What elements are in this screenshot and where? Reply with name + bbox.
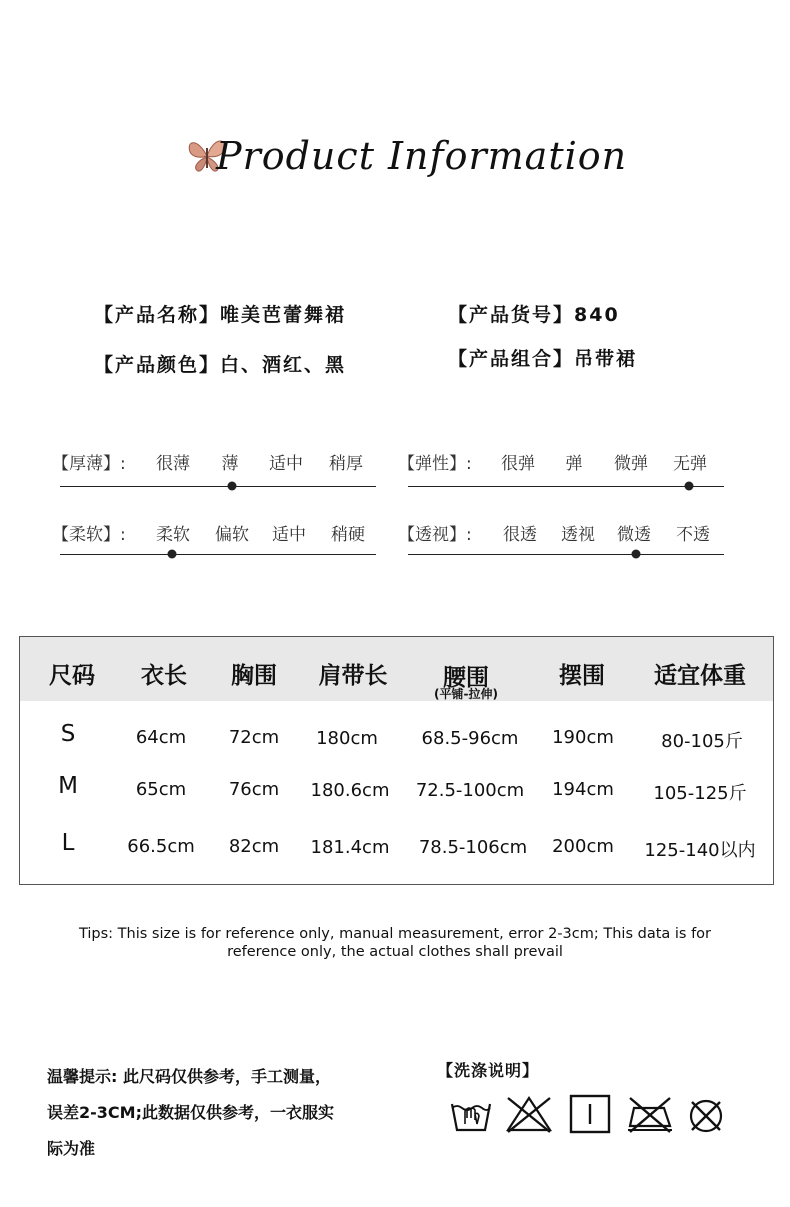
table-cell: 80-105斤 — [661, 731, 743, 752]
elasticity-label: 【弹性】: — [398, 454, 472, 474]
transparency-option: 很透 — [503, 525, 537, 545]
header-bust: 胸围 — [231, 663, 277, 689]
title-banner — [180, 128, 628, 208]
notice-line: 误差2-3CM;此数据仅供参考，一衣服实 — [47, 1103, 334, 1122]
table-cell: 65cm — [135, 779, 187, 800]
softness-scale-line — [60, 554, 376, 555]
thickness-scale-line — [60, 486, 376, 487]
thickness-option: 很薄 — [156, 454, 190, 474]
table-cell: 78.5-106cm — [418, 837, 528, 858]
product-sku: 【产品货号】840 — [448, 304, 620, 326]
transparency-label: 【透视】: — [398, 525, 472, 545]
thickness-label: 【厚薄】: — [52, 454, 126, 474]
hand-wash-icon — [449, 1094, 493, 1134]
thickness-indicator — [228, 482, 237, 491]
notice-line: 温馨提示: 此尺码仅供参考，手工测量， — [47, 1067, 331, 1086]
table-cell: 180cm — [316, 728, 378, 749]
softness-option: 柔软 — [156, 525, 190, 545]
table-cell: 180.6cm — [310, 780, 390, 801]
elasticity-option: 弹 — [565, 454, 583, 474]
do-not-bleach-icon — [504, 1094, 554, 1134]
table-cell: 64cm — [135, 727, 187, 748]
softness-option: 偏软 — [215, 525, 249, 545]
elasticity-option: 微弹 — [614, 454, 648, 474]
softness-indicator — [168, 550, 177, 559]
hang-dry-icon — [568, 1094, 612, 1134]
header-hem: 摆围 — [559, 663, 605, 689]
elasticity-option: 无弹 — [673, 454, 707, 474]
thickness-option: 适中 — [269, 454, 303, 474]
table-cell: 66.5cm — [127, 836, 195, 857]
page-title: Product Information — [216, 134, 628, 178]
table-cell: 72cm — [228, 727, 280, 748]
size-table — [19, 636, 774, 885]
size-tips: Tips: This size is for reference only, manual measurement, error 2-3cm; This data is for reference only, the actual clothes shall prevail — [78, 926, 712, 960]
elasticity-indicator — [685, 482, 694, 491]
table-cell: 181.4cm — [310, 837, 390, 858]
softness-option: 稍硬 — [331, 525, 365, 545]
softness-option: 适中 — [272, 525, 306, 545]
product-combo: 【产品组合】吊带裙 — [448, 348, 638, 370]
size-table-header — [20, 637, 773, 701]
table-cell: 125-140以内 — [644, 840, 756, 861]
table-cell: 76cm — [228, 779, 280, 800]
table-cell: 68.5-96cm — [421, 728, 519, 749]
header-length: 衣长 — [141, 663, 187, 689]
size-cell: S — [60, 721, 76, 747]
thickness-option: 薄 — [221, 454, 239, 474]
header-waist-note: (平铺-拉伸) — [434, 687, 498, 701]
elasticity-option: 很弹 — [501, 454, 535, 474]
transparency-option: 不透 — [676, 525, 710, 545]
product-name: 【产品名称】唯美芭蕾舞裙 — [94, 304, 347, 326]
header-waist: 腰围 — [443, 665, 489, 691]
transparency-option: 透视 — [561, 525, 595, 545]
table-cell: 105-125斤 — [653, 783, 747, 804]
table-cell: 190cm — [552, 727, 614, 748]
table-cell: 82cm — [228, 836, 280, 857]
transparency-scale-line — [408, 554, 724, 555]
transparency-indicator — [632, 550, 641, 559]
notice-line: 际为准 — [47, 1139, 96, 1158]
product-color: 【产品颜色】白、酒红、黑 — [94, 354, 347, 376]
do-not-iron-icon — [624, 1094, 676, 1134]
size-cell: M — [58, 773, 78, 799]
transparency-option: 微透 — [617, 525, 651, 545]
table-cell: 72.5-100cm — [415, 780, 525, 801]
header-weight: 适宜体重 — [654, 663, 746, 689]
header-size: 尺码 — [49, 663, 95, 689]
thickness-option: 稍厚 — [329, 454, 363, 474]
header-strap-length: 肩带长 — [318, 663, 388, 689]
size-cell: L — [61, 830, 75, 856]
elasticity-scale-line — [408, 486, 724, 487]
softness-label: 【柔软】: — [52, 525, 126, 545]
care-title: 【洗涤说明】 — [437, 1061, 540, 1080]
do-not-tumble-dry-icon — [686, 1094, 726, 1134]
table-cell: 200cm — [552, 836, 614, 857]
table-cell: 194cm — [552, 779, 614, 800]
